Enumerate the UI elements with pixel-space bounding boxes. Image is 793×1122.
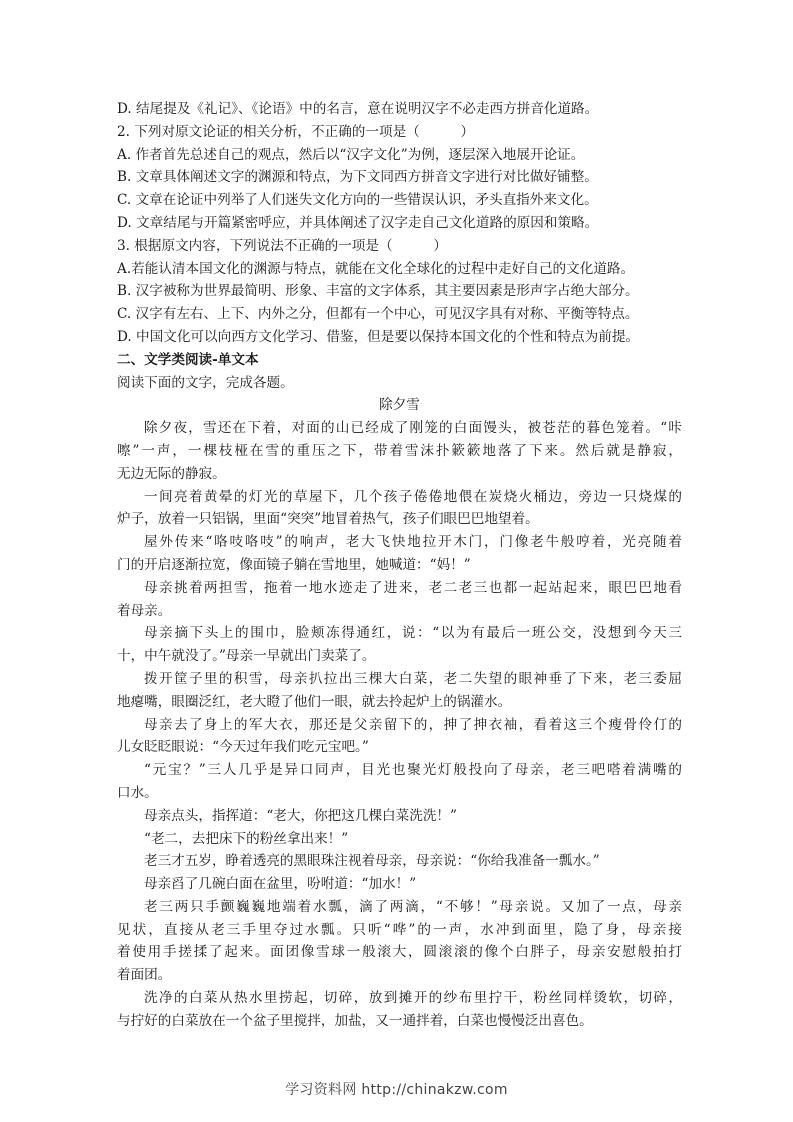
story-line: 母亲挑着两担雪，拖着一地水迹走了进来，老二老三也都一起站起来，眼巴巴地看	[144, 579, 682, 596]
story-paragraph	[117, 873, 682, 896]
story-line: 无边无际的静寂。	[117, 465, 226, 482]
story-paragraph	[117, 850, 682, 873]
story-line: 嚓”一声，一棵枝桠在雪的重压之下，带着雪沫扑簌簌地落了下来。然后就是静寂，	[117, 442, 682, 459]
story-line: 屋外传来“咯吱咯吱”的响声，老大飞快地拉开木门，门像老牛般哼着，光亮随着	[144, 534, 682, 551]
footer-watermark: 学习资料网 http://chinakzw.com	[285, 1082, 508, 1098]
story-line: 母亲舀了几碗白面在盆里，吩咐道：“加水！”	[144, 876, 417, 893]
story-line: 母亲摘下头上的围巾，脸颊冻得通红，说：“以为有最后一班公交，没想到今天三	[144, 625, 682, 642]
story-line: 拨开筐子里的积雪，母亲扒拉出三棵大白菜，老二失望的眼神垂了下来，老三委屈	[144, 670, 682, 687]
story-paragraph	[117, 828, 682, 851]
question-option: A.若能认清本国文化的渊源与特点，就能在文化全球化的过程中走好自己的文化道路。	[117, 260, 635, 277]
story-paragraph	[117, 714, 682, 760]
story-title: 除夕雪	[379, 397, 420, 414]
story-paragraph	[117, 486, 682, 532]
story-line: 十，中午就没了。”母亲一早就出门卖菜了。	[117, 648, 376, 665]
question-2-stem: 2. 下列对原文论证的相关分析，不正确的一项是（ ）	[117, 123, 475, 140]
story-line: 门的开启逐渐拉宽，像面镜子躺在雪地里，她喊道：“妈！”	[117, 556, 471, 573]
question-option: A. 作者首先总述自己的观点，然后以“汉字文化”为例，逐层深入地展开论证。	[117, 146, 585, 163]
story-line: 地瘪嘴，眼圈泛红，老大瞪了他们一眼，就去拎起炉上的锅灌水。	[117, 693, 512, 710]
question-2-options	[117, 144, 682, 235]
story-line: 炉子，放着一只铝锅，里面“突突”地冒着热气，孩子们眼巴巴地望着。	[117, 511, 539, 528]
story-line: 一间亮着黄晕的灯光的草屋下，几个孩子倦倦地偎在炭烧火桶边，旁边一只烧煤的	[144, 488, 682, 505]
question-3-options	[117, 258, 682, 349]
story-line: 着使用手搓揉了起来。面团像雪球一般滚大，圆滚滚的像个白胖子，母亲安慰般拍打	[117, 944, 682, 961]
question-option: D. 文章结尾与开篇紧密呼应，并具体阐述了汉字走自己文化道路的原因和策略。	[117, 214, 599, 231]
story-paragraph	[117, 622, 682, 668]
story-line: 母亲点头，指挥道：“老大，你把这几棵白菜洗洗！”	[144, 807, 457, 824]
question-option: B. 汉字被称为世界最简明、形象、丰富的文字体系，其主要因素是形声字占绝大部分。	[117, 283, 639, 300]
story-paragraph	[117, 668, 682, 714]
story-line: 儿女眨眨眼说：“今天过年我们吃元宝吧。”	[117, 739, 369, 756]
story-line: 老三才五岁，睁着透亮的黑眼珠注视着母亲，母亲说：“你给我准备一瓢水。”	[144, 853, 600, 870]
question-option: C. 汉字有左右、上下、内外之分，但都有一个中心，可见汉字具有对称、平衡等特点。	[117, 306, 639, 323]
story-paragraph	[117, 531, 682, 577]
section-instruction: 阅读下面的文字，完成各题。	[117, 374, 294, 391]
story-line: 口水。	[117, 784, 158, 801]
story-line: 着面团。	[117, 967, 172, 984]
story-line: 与拧好的白菜放在一个盆子里搅拌，加盐，又一通拌着，白菜也慢慢泛出喜色。	[117, 1012, 593, 1029]
story-line: “老二，去把床下的粉丝拿出来！”	[144, 830, 349, 847]
story-paragraph	[117, 577, 682, 623]
document-page	[117, 98, 682, 1033]
question-option: C. 文章在论证中列举了人们迷失文化方向的一些错误认识，矛头直指外来文化。	[117, 192, 598, 209]
story-line: “元宝？”三人几乎是异口同声，目光也聚光灯般投向了母亲，老三吧嗒着满嘴的	[144, 762, 682, 779]
section-heading: 二、文学类阅读-单文本	[117, 351, 259, 368]
story-paragraph	[117, 759, 682, 805]
question-3-stem: 3. 根据原文内容，下列说法不正确的一项是（ ）	[117, 237, 447, 254]
story-body	[117, 417, 682, 1033]
story-line: 着母亲。	[117, 602, 172, 619]
question-option: D. 中国文化可以向西方文化学习、借鉴，但是要以保持本国文化的个性和特点为前提。	[117, 328, 640, 345]
story-paragraph	[117, 987, 682, 1033]
question-option: B. 文章具体阐述文字的渊源和特点，为下文同西方拼音文字进行对比做好铺整。	[117, 169, 598, 186]
story-line: 老三两只手颤巍巍地端着水瓢，滴了两滴，“不够！”母亲说。又加了一点，母亲	[144, 898, 682, 915]
story-line: 母亲去了身上的军大衣，那还是父亲留下的，抻了抻衣袖，看着这三个瘦骨伶仃的	[144, 716, 682, 733]
story-line: 见状，直接从老三手里夺过水瓢。只听“哗”的一声，水冲到面里，隐了身，母亲接	[117, 921, 682, 938]
story-paragraph	[117, 805, 682, 828]
story-paragraph	[117, 896, 682, 987]
story-paragraph	[117, 417, 682, 485]
story-line: 洗净的白菜从热水里捞起，切碎，放到摊开的纱布里拧干，粉丝同样烫软，切碎，	[144, 990, 682, 1007]
story-line: 除夕夜，雪还在下着，对面的山已经成了刚笼的白面馒头，被苍茫的暮色笼着。“咔	[144, 420, 682, 437]
question-1-option-d: D. 结尾提及《礼记》、《论语》中的名言，意在说明汉字不必走西方拼音化道路。	[117, 101, 599, 117]
